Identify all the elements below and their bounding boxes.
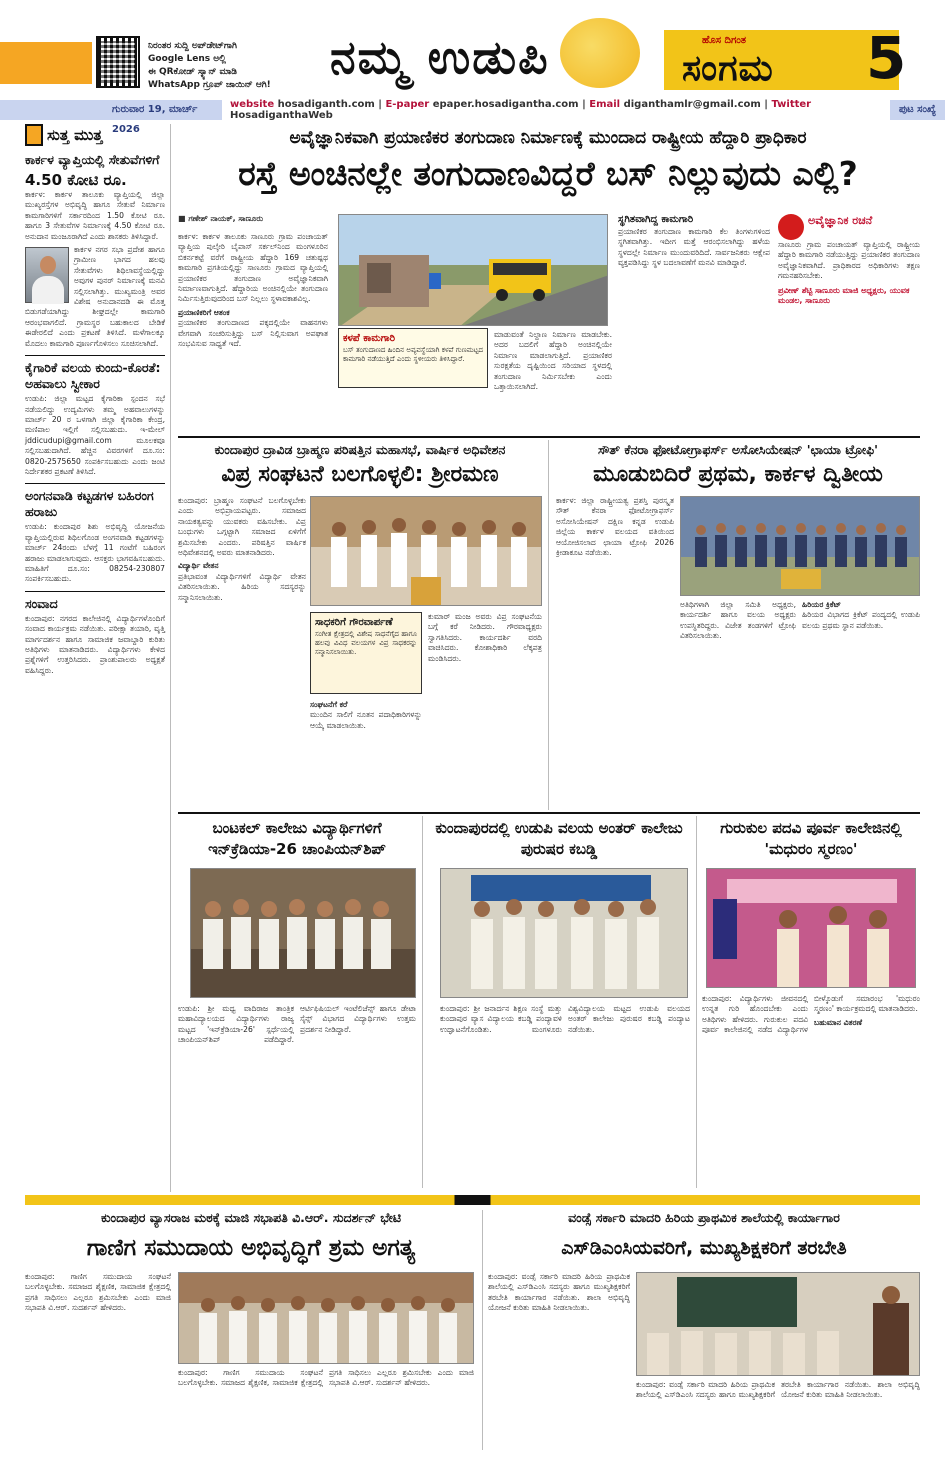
reaction-icon (778, 214, 804, 240)
page-label: ಪುಟ ಸಂಖ್ಯೆ (890, 100, 945, 120)
section-label: ಸುತ್ತ ಮುತ್ತ (25, 124, 165, 146)
article-body: ಕುಮಾರ್ ಮಂಜ ಅವರು ವಿಪ್ರ ಸಂಘಟನೆಯ ಬಗ್ಗೆ ಕರೆ ನೀಡಿದರು. ಗೌರವಾಧ್ಯಕ್ಷರು ಸ್ವಾಗತಿಸಿದರು. ಕಾರ್ಯದರ್ಶಿ ವರದಿ ವಾಚಿಸಿದರು. ಕೋಶಾಧಿಕಾರಿ ಲೆಕ್ಕಪತ್ರ ಮಂಡಿಸಿದರು. (428, 612, 542, 663)
article-body: ಕುಂದಾಪುರ: ಗಾಣಿಗ ಸಮುದಾಯ ಸಂಘಟನೆ ಬಲಗೊಳ್ಳಬೇಕು. ಸಮಾಜದ ಶೈಕ್ಷಣಿಕ, ಸಾಮಾಜಿಕ ಕ್ಷೇತ್ರದಲ್ಲಿ ಪ್ರಗತಿ ಸಾಧಿಸಲು ಎಲ್ಲರೂ ಶ್ರಮಿಸಬೇಕು ಎಂದು ಮಾಜಿ ಸಭಾಪತಿ ವಿ.ಆರ್. ಸುದರ್ಶನ್ ಹೇಳಿದರು. (178, 1368, 474, 1388)
brief-text: ಕುಂದಾಪುರ: ನಗರದ ಕಾಲೇಜಿನಲ್ಲಿ ವಿದ್ಯಾರ್ಥಿಗಳೊಂದಿಗೆ ಸಂವಾದ ಕಾರ್ಯಕ್ರಮ ನಡೆಯಿತು. ಪರೀಕ್ಷಾ ತಯಾರಿ, ವೃತ್ತಿ ಮಾರ್ಗದರ್ಶನ ಹಾಗೂ ಸಾಮಾಜಿಕ ಜವಾಬ್ದಾರಿ ಕುರಿತು ಅತಿಥಿಗಳು ಮಾತನಾಡಿದರು. ವಿದ್ಯಾರ್ಥಿಗಳು ಕೇಳಿದ ಪ್ರಶ್ನೆಗಳಿಗೆ ಉತ್ತರಿಸಿದರು. ಪ್ರಾಂಶುಪಾಲರು ಅಧ್ಯಕ್ಷತೆ ವಹಿಸಿದ್ದರು. (25, 613, 165, 675)
contact-links: website hosadiganth.com | E-paper epaper.hosadigantha.com | Email diganthamlr@gmail.com | Twitter HosadiganthaWeb (230, 99, 812, 121)
article-headline: ರಸ್ತೆ ಅಂಚಿನಲ್ಲೇ ತಂಗುದಾಣವಿದ್ದರೆ ಬಸ್ ನಿಲ್ಲುವುದು ಎಲ್ಲಿ? (238, 154, 858, 193)
article-headline: ಎಸ್‌ಡಿಎಂಸಿಯವರಿಗೆ, ಮುಖ್ಯಶಿಕ್ಷಕರಿಗೆ ತರಬೇತಿ (561, 1237, 847, 1259)
article-headline: ಬಂಟಕಲ್ ಕಾಲೇಜು ವಿದ್ಯಾರ್ಥಿಗಳಿಗೆ ಇನ್‌ಕ್ರೆಡಿಯಾ-26 ಚಾಂಪಿಯನ್‌ಶಿಪ್ (208, 819, 386, 858)
masthead-accent-bar (0, 42, 92, 84)
article-headline: ಕುಂದಾಪುರದಲ್ಲಿ ಉಡುಪಿ ವಲಯ ಅಂತರ್ ಕಾಲೇಜು ಪುರುಷರ ಕಬಡ್ಡಿ (435, 819, 683, 858)
reaction-author: ಪ್ರವೀಣ್ ಶೆಟ್ಟಿ ಸಾಣೂರು ಮಾಜಿ ಅಧ್ಯಕ್ಷರು, ಯುವಕ ಮಂಡಲ, ಸಾಣೂರು (778, 285, 910, 305)
article-body: ಕಾರ್ಕಳ: ಕಾರ್ಕಳ ತಾಲೂಕು ಸಾಣೂರು ಗ್ರಾಮ ಪಂಚಾಯತ್ ವ್ಯಾಪ್ತಿಯ ಪುಲ್ಕೇರಿ ಬೈಪಾಸ್ ಸರ್ಕಲ್‌ನಿಂದ ಮಂಗಳೂರಿನ ಬಿಕರ್ನಕಟ್ಟೆ ವರೆಗೆ ರಾಷ್ಟ್ರೀಯ ಹೆದ್ದಾರಿ 169 ಚತುಷ್ಪಥ ಕಾಮಗಾರಿ ಪ್ರಗತಿಯಲ್ಲಿದ್ದು ಸಾಣೂರು ಗ್ರಾಮದ ವ್ಯಾಪ್ತಿಯಲ್ಲಿ ಪ್ರಯಾಣಿಕರ ತಂಗುದಾಣ ಅವೈಜ್ಞಾನಿಕವಾಗಿ ನಿರ್ಮಾಣವಾಗುತ್ತಿದೆ. ಹೆದ್ದಾರಿಯ ಅಂಚಿನಲ್ಲಿಯೇ ತಂಗುದಾಣ ನಿರ್ಮಿಸುತ್ತಿರುವುದರಿಂದ ಬಸ್ ನಿಲ್ಲಲು ಸ್ಥಳಾವಕಾಶವಿಲ್ಲ. ಪ್ರಯಾಣಿಕರಿಗೆ ಆತಂಕ ಪ್ರಯಾಣಿಕರ ತಂಗುದಾಣದ ಪಕ್ಕದಲ್ಲಿಯೇ ವಾಹನಗಳು ವೇಗವಾಗಿ ಸಂಚರಿಸುತ್ತಿದ್ದು ಬಸ್ ನಿಲ್ಲಿಸುವಾಗ ಅಪಘಾತ ಸಂಭವಿಸುವ ಸಾಧ್ಯತೆ ಇದೆ. (178, 232, 328, 349)
article-headline: ಮೂಡುಬಿದಿರೆ ಪ್ರಥಮ, ಕಾರ್ಕಳ ದ್ವಿತೀಯ (593, 462, 883, 487)
twitter-link[interactable]: HosadiganthaWeb (230, 110, 333, 121)
whatsapp-note: ನಿರಂತರ ಸುದ್ದಿ ಅಪ್‌ಡೇಟ್‌ಗಾಗಿ Google Lens ಅಲ್ಲಿ ಈ QRಕೋಡ್ ಸ್ಕ್ಯಾನ್ ಮಾಡಿ WhatsApp ಗ್ರೂಪ್ ಜಾಯಿನ್ ಆಗಿ! (148, 41, 271, 90)
brief-text: ಉಡುಪಿ: ಜಿಲ್ಲಾ ಮಟ್ಟದ ಕೈಗಾರಿಕಾ ಸ್ಪಂದನ ಸಭೆ ನಡೆಯಲಿದ್ದು ಉದ್ಯಮಿಗಳು ತಮ್ಮ ಅಹವಾಲುಗಳನ್ನು ಮಾರ್ಚ್ 20 ರ ಒಳಗಾಗಿ ಜಿಲ್ಲಾ ಕೈಗಾರಿಕಾ ಕೇಂದ್ರ, ಮಣಿಪಾಲ ಇಲ್ಲಿಗೆ ಸಲ್ಲಿಸಬಹುದು. ಇ-ಮೇಲ್ jddicudupi@gmail.com ಮೂಲಕವೂ ಸಲ್ಲಿಸಬಹುದಾಗಿದೆ. ಹೆಚ್ಚಿನ ವಿವರಗಳಿಗೆ ದೂ.ಸಂ: 0820-2575650 ಸಂಪರ್ಕಿಸಬಹುದು ಎಂದು ಜಂಟಿ ನಿರ್ದೇಶಕರ ಪ್ರಕಟಣೆ ತಿಳಿಸಿದೆ. (25, 394, 165, 476)
article-photo (440, 868, 688, 998)
issue-date: ಗುರುವಾರ 19, ಮಾರ್ಚ್ 2026 (0, 100, 222, 120)
masthead (0, 0, 945, 100)
article-body: ಕುಂದಾಪುರ: ಬ್ರಾಹ್ಮಣ ಸಂಘಟನೆ ಬಲಗೊಳ್ಳಬೇಕು ಎಂದು ಅಭಿಪ್ರಾಯಪಟ್ಟರು. ಸಮಾಜದ ನಾಯಕತ್ವವನ್ನು ಯುವಕರು ವಹಿಸಬೇಕು. ವಿಪ್ರ ಬಂಧುಗಳು ಒಗ್ಗಟ್ಟಾಗಿ ಸಮಾಜದ ಏಳಿಗೆಗೆ ಶ್ರಮಿಸಬೇಕು ಎಂದರು. ಪರಿಷತ್ತಿನ ವಾರ್ಷಿಕ ಅಧಿವೇಶನದಲ್ಲಿ ಅವರು ಮಾತನಾಡಿದರು. ವಿದ್ಯಾರ್ಥಿ ವೇತನ ಪ್ರತಿಭಾವಂತ ವಿದ್ಯಾರ್ಥಿಗಳಿಗೆ ವಿದ್ಯಾರ್ಥಿ ವೇತನ ವಿತರಿಸಲಾಯಿತು. ಹಿರಿಯ ಸದಸ್ಯರನ್ನು ಸನ್ಮಾನಿಸಲಾಯಿತು. (178, 496, 306, 602)
article-body: ಉಡುಪಿ: ಶ್ರೀ ಮಧ್ವ ವಾದಿರಾಜ ತಾಂತ್ರಿಕ ಮಹಾವಿದ್ಯಾಲಯದ ವಿದ್ಯಾರ್ಥಿಗಳು ರಾಜ್ಯ ಮಟ್ಟದ 'ಇನ್‌ಕ್ರೆಡಿಯಾ-26' ಸ್ಪರ್ಧೆಯಲ್ಲಿ ಚಾಂಪಿಯನ್‌ಶಿಪ್ ಪಡೆದಿದ್ದಾರೆ. ಆರ್ಟಿಫಿಷಿಯಲ್ ಇಂಟೆಲಿಜೆನ್ಸ್ ಹಾಗೂ ಡೇಟಾ ಸೈನ್ಸ್ ವಿಭಾಗದ ವಿದ್ಯಾರ್ಥಿಗಳು ಉತ್ತಮ ಪ್ರದರ್ಶನ ನೀಡಿದ್ದಾರೆ. (178, 1004, 416, 1045)
page-section-title: ನಮ್ಮ ಉಡುಪಿ (330, 30, 550, 84)
article-body: ಹಿರಿಯರ ಕ್ರಿಕೆಟ್ ಹಿರಿಯರ ವಿಭಾಗದ ಕ್ರಿಕೆಟ್ ಪಂದ್ಯದಲ್ಲಿ ಉಡುಪಿ ವಲಯ ಪ್ರಥಮ ಸ್ಥಾನ ಪಡೆಯಿತು. (802, 600, 920, 630)
article-photo (706, 868, 916, 988)
article-photo (178, 1272, 474, 1364)
epaper-link[interactable]: epaper.hosadigantha.com (432, 99, 579, 110)
article-body: ಕಾರ್ಕಳ: ಜಿಲ್ಲಾ ರಾಷ್ಟ್ರೀಯತ್ವ ಪ್ರಶಸ್ತಿ ಪುರಸ್ಕೃತ ಸೌತ್ ಕೆನರಾ ಫೋಟೋಗ್ರಾಫರ್ಸ್ ಅಸೋಸಿಯೇಷನ್ ದಕ್ಷಿಣ ಕನ್ನಡ ಉಡುಪಿ ಜಿಲ್ಲೆಯ ಕಾರ್ಕಳ ವಲಯದ ವತಿಯಿಂದ ಆಯೋಜಿಸಲಾದ ಛಾಯಾ ಟ್ರೋಫಿ 2026 ಕ್ರೀಡಾಕೂಟ ನಡೆಯಿತು. (556, 496, 674, 558)
newspaper-logo: ಹೊಸ ದಿಗಂತ (702, 35, 747, 46)
brief-headline: ಕಾರ್ಕಳ ವ್ಯಾಪ್ತಿಯಲ್ಲಿ ಸೇತುವೆಗಳಿಗೆ (25, 152, 160, 167)
reaction-box: ಅವೈಜ್ಞಾನಿಕ ರಚನೆ ಸಾಣೂರು ಗ್ರಾಮ ಪಂಚಾಯತ್ ವ್ಯಾಪ್ತಿಯಲ್ಲಿ ರಾಷ್ಟ್ರೀಯ ಹೆದ್ದಾರಿ ಕಾಮಗಾರಿ ನಡೆಯುತ್ತಿದ್ದು ಪ್ರಯಾಣಿಕರ ತಂಗುದಾಣ ಅವೈಜ್ಞಾನಿಕವಾಗಿದೆ. ಪ್ರಾಧಿಕಾರದ ಅಧಿಕಾರಿಗಳು ತಕ್ಷಣ ಗಮನಹರಿಸಬೇಕು. ಪ್ರವೀಣ್ ಶೆಟ್ಟಿ ಸಾಣೂರು ಮಾಜಿ ಅಧ್ಯಕ್ಷರು, ಯುವಕ ಮಂಡಲ, ಸಾಣೂರು (778, 214, 920, 305)
website-link[interactable]: hosadiganth.com (277, 99, 375, 110)
portrait-photo (25, 247, 69, 303)
qr-code-icon[interactable] (96, 36, 140, 88)
article-kicker: ಕುಂದಾಪುರ ದ್ರಾವಿಡ ಬ್ರಾಹ್ಮಣ ಪರಿಷತ್ತಿನ ಮಹಾಸಭೆ, ವಾರ್ಷಿಕ ಅಧಿವೇಶನ (214, 442, 506, 457)
brief-text: ಉಡುಪಿ: ಕುಂದಾಪುರ ಶಿಶು ಅಭಿವೃದ್ಧಿ ಯೋಜನೆಯ ವ್ಯಾಪ್ತಿಯಲ್ಲಿರುವ ಶಿಥಿಲಗೊಂಡ ಅಂಗನವಾಡಿ ಕಟ್ಟಡಗಳನ್ನು ಮಾರ್ಚ್ 24ರಂದು ಬೆಳಗ್ಗೆ 11 ಗಂಟೆಗೆ ಬಹಿರಂಗ ಹರಾಜು ಮಾಡಲಾಗುವುದು. ಆಸಕ್ತರು ಭಾಗವಹಿಸಬಹುದು. ಮಾಹಿತಿಗೆ ದೂ.ಸಂ: 08254-230807 ಸಂಪರ್ಕಿಸಬಹುದು. (25, 522, 165, 584)
article-kicker: ಸೌತ್ ಕೆನರಾ ಫೋಟೋಗ್ರಾಫರ್ಸ್ ಅಸೋಸಿಯೇಷನ್ 'ಛಾಯಾ ಟ್ರೋಫಿ' (598, 442, 878, 457)
left-column (25, 124, 165, 1194)
article-headline: ಗುರುಕುಲ ಪದವಿ ಪೂರ್ವ ಕಾಲೇಜಿನಲ್ಲಿ 'ಮಧುರಂ ಸ್ಮರಣಂ' (720, 819, 902, 858)
article-body: ಸಂಘಟನೆಗೆ ಕರೆ ಮುಂದಿನ ಸಾಲಿಗೆ ನೂತನ ಪದಾಧಿಕಾರಿಗಳನ್ನು ಆಯ್ಕೆ ಮಾಡಲಾಯಿತು. (310, 700, 422, 730)
email-link[interactable]: diganthamlr@gmail.com (623, 99, 761, 110)
article-photo (680, 496, 920, 596)
article-kicker: ಅವೈಜ್ಞಾನಿಕವಾಗಿ ಪ್ರಯಾಣಿಕರ ತಂಗುದಾಣ ನಿರ್ಮಾಣಕ್ಕೆ ಮುಂದಾದ ರಾಷ್ಟ್ರೀಯ ಹೆದ್ದಾರಿ ಪ್ರಾಧಿಕಾರ (289, 128, 807, 148)
page-number: 5 (866, 24, 907, 92)
article-body: ಮಾಡುವಂತೆ ನಿಲ್ದಾಣ ನಿರ್ಮಾಣ ಮಾಡಬೇಕು. ಅದರ ಬದಲಿಗೆ ಹೆದ್ದಾರಿ ಅಂಚಿನಲ್ಲಿಯೇ ನಿರ್ಮಾಣ ಮಾಡಲಾಗುತ್ತಿದೆ. ಪ್ರಯಾಣಿಕರ ಸುರಕ್ಷತೆಯ ದೃಷ್ಟಿಯಿಂದ ಸರಿಯಾದ ಸ್ಥಳದಲ್ಲಿ ತಂಗುದಾಣ ನಿರ್ಮಿಸಬೇಕು ಎಂದು ಒತ್ತಾಯಿಸಲಾಗಿದೆ. (494, 330, 612, 392)
article-kicker: ವಂಡ್ಸೆ ಸರ್ಕಾರಿ ಮಾದರಿ ಹಿರಿಯ ಪ್ರಾಥಮಿಕ ಶಾಲೆಯಲ್ಲಿ ಕಾರ್ಯಾಗಾರ (568, 1210, 840, 1225)
highlight-box: ಸಾಧಕರಿಗೆ ಗೌರವಾರ್ಪಣೆ ಸಂಗೀತ ಕ್ಷೇತ್ರದಲ್ಲಿ ವಿಶೇಷ ಸಾಧನೆಗೈದ ಹಾಗೂ ಹಲವು ವಿವಿಧ ವಲಯಗಳ ವಿಪ್ರ ಸಾಧಕರನ್ನು ಸನ್ಮಾನಿಸಲಾಯಿತು. (310, 612, 422, 694)
brief-headline: ಕೈಗಾರಿಕೆ ವಲಯ ಕುಂದು-ಕೊರತೆ: ಅಹವಾಲು ಸ್ವೀಕಾರ (25, 360, 161, 392)
article-photo (190, 868, 416, 998)
brief-text: ಕಾರ್ಕಳ: ಕಾರ್ಕಳ ತಾಲೂಕು ವ್ಯಾಪ್ತಿಯಲ್ಲಿ ಜಿಲ್ಲಾ ಮುಖ್ಯರಸ್ತೆಗಳ ಅಭಿವೃದ್ಧಿ ಹಾಗೂ ಸೇತುವೆ ನಿರ್ಮಾಣ ಕಾಮಗಾರಿಗಳಿಗೆ ಸರ್ಕಾರದಿಂದ 1.50 ಕೋಟಿ ರೂ. ಹಾಗೂ 3 ಸೇತುವೆಗಳ ನಿರ್ಮಾಣಕ್ಕೆ 4.50 ಕೋಟಿ ರೂ. ಅನುದಾನ ಮಂಜೂರಾಗಿದೆ ಎಂದು ಶಾಸಕರು ತಿಳಿಸಿದ್ದಾರೆ. (25, 190, 165, 241)
article-headline: ವಿಪ್ರ ಸಂಘಟನೆ ಬಲಗೊಳ್ಳಲಿ: ಶ್ರೀರಮಣ (221, 462, 499, 487)
brief-headline: ಅಂಗನವಾಡಿ ಕಟ್ಟಡಗಳ ಬಹಿರಂಗ ಹರಾಜು (25, 488, 154, 520)
supplement-title: ಸಂಗಮ (682, 48, 774, 89)
article-kicker: ಕುಂದಾಪುರ ವ್ಯಾಸರಾಜ ಮಠಕ್ಕೆ ಮಾಜಿ ಸಭಾಪತಿ ವಿ.ಆರ್. ಸುದರ್ಶನ್ ಭೇಟಿ (100, 1210, 402, 1225)
article-body: ಕುಂದಾಪುರ: ವಂಡ್ಸೆ ಸರ್ಕಾರಿ ಮಾದರಿ ಹಿರಿಯ ಪ್ರಾಥಮಿಕ ಶಾಲೆಯಲ್ಲಿ ಎಸ್‌ಡಿಎಂಸಿ ಸದಸ್ಯರು ಹಾಗೂ ಮುಖ್ಯಶಿಕ್ಷಕರಿಗೆ ತರಬೇತಿ ಕಾರ್ಯಾಗಾರ ನಡೆಯಿತು. ಶಾಲಾ ಅಭಿವೃದ್ಧಿ ಯೋಜನೆ ಕುರಿತು ಮಾಹಿತಿ ನೀಡಲಾಯಿತು. (636, 1380, 920, 1400)
article-photo (310, 496, 542, 606)
brief-headline: ಸಂವಾದ (25, 595, 58, 611)
article-body: ಕುಂದಾಪುರ: ವಿದ್ಯಾರ್ಥಿಗಳು ಜೀವನದಲ್ಲಿ ಉನ್ನತ ಗುರಿ ಹೊಂದಬೇಕು ಎಂದು ಅತಿಥಿಗಳು ಹೇಳಿದರು. ಗುರುಕುಲ ಪದವಿ ಪೂರ್ವ ಕಾಲೇಜಿನಲ್ಲಿ ನಡೆದ ವಿದ್ಯಾರ್ಥಿಗಳ ಬೀಳ್ಕೊಡುಗೆ ಸಮಾರಂಭ 'ಮಧುರಂ ಸ್ಮರಣಂ' ಕಾರ್ಯಕ್ರಮದಲ್ಲಿ ಮಾತನಾಡಿದರು. ಬಹುಮಾನ ವಿತರಣೆ (702, 994, 920, 1035)
article-body: ಅತಿಥಿಗಳಾಗಿ ಜಿಲ್ಲಾ ಸಮಿತಿ ಅಧ್ಯಕ್ಷರು, ಕಾರ್ಯದರ್ಶಿ ಹಾಗೂ ವಲಯ ಅಧ್ಯಕ್ಷರು ಉಪಸ್ಥಿತರಿದ್ದರು. ವಿಜೇತ ತಂಡಗಳಿಗೆ ಟ್ರೋಫಿ ವಿತರಿಸಲಾಯಿತು. (680, 600, 796, 641)
photo-caption-box: ಕಳಪೆ ಕಾಮಗಾರಿ ಬಸ್ ತಂಗುದಾಣದ ಹಿಂದಿನ ಅವ್ಯವಸ್ಥೆಯಾಗಿ ಕಳಪೆ ಗುಣಮಟ್ಟದ ಕಾಮಗಾರಿ ನಡೆಯುತ್ತಿದೆ ಎಂದು ಸ್ಥಳೀಯರು ತಿಳಿಸಿದ್ದಾರೆ. (338, 328, 488, 388)
byline: ■ ಗಣೇಶ್ ನಾಯಕ್, ಸಾಣೂರು (178, 214, 264, 223)
section-icon (25, 124, 43, 146)
section-divider (25, 1195, 920, 1205)
article-body: ಕುಂದಾಪುರ: ವಂಡ್ಸೆ ಸರ್ಕಾರಿ ಮಾದರಿ ಹಿರಿಯ ಪ್ರಾಥಮಿಕ ಶಾಲೆಯಲ್ಲಿ ಎಸ್‌ಡಿಎಂಸಿ ಸದಸ್ಯರು ಹಾಗೂ ಮುಖ್ಯಶಿಕ್ಷಕರಿಗೆ ತರಬೇತಿ ಕಾರ್ಯಾಗಾರ ನಡೆಯಿತು. ಶಾಲಾ ಅಭಿವೃದ್ಧಿ ಯೋಜನೆ ಕುರಿತು ಮಾಹಿತಿ ನೀಡಲಾಯಿತು. (488, 1272, 630, 1313)
side-story: ಸ್ಥಗಿತವಾಗಿದ್ದ ಕಾಮಗಾರಿ ಪ್ರಯಾಣಿಕರ ತಂಗುದಾಣ ಕಾಮಗಾರಿ ಕೆಲ ತಿಂಗಳುಗಳಿಂದ ಸ್ಥಗಿತವಾಗಿತ್ತು. ಇದೀಗ ಮತ್ತೆ ಆರಂಭಿಸಲಾಗಿದ್ದು ಹಳೆಯ ಸ್ಥಳದಲ್ಲೇ ನಿರ್ಮಾಣ ಮುಂದುವರಿದಿದೆ. ಸಾರ್ವಜನಿಕರು ಆಕ್ಷೇಪ ವ್ಯಕ್ತಪಡಿಸಿದ್ದು ಸ್ಥಳ ಬದಲಾವಣೆಗೆ ಮನವಿ ಮಾಡಿದ್ದಾರೆ. (618, 214, 770, 268)
article-photo (636, 1272, 920, 1376)
article-body: ಕುಂದಾಪುರ: ಶ್ರೀ ಜನಾರ್ದನ ಶಿಕ್ಷಣ ಸಂಸ್ಥೆ ಮತ್ತು ಕುಂದಾಪುರ ವ್ಯಾಸ ವಿದ್ಯಾಲಯ ಕಬಡ್ಡಿ ಪಂದ್ಯಾವಳಿ ಉದ್ಘಾಟನೆಗೊಂಡಿತು. ಮಂಗಳೂರು ವಿಶ್ವವಿದ್ಯಾಲಯ ಮಟ್ಟದ ಉಡುಪಿ ವಲಯದ ಅಂತರ್ ಕಾಲೇಜು ಪುರುಷರ ಕಬಡ್ಡಿ ಪಂದ್ಯಾಟ ನಡೆಯಿತು. (440, 1004, 690, 1034)
brief-headline-amount: 4.50 ಕೋಟಿ ರೂ. (25, 171, 127, 189)
article-photo (338, 214, 608, 326)
article-headline: ಗಾಣಿಗ ಸಮುದಾಯ ಅಭಿವೃದ್ಧಿಗೆ ಶ್ರಮ ಅಗತ್ಯ (86, 1235, 416, 1261)
brief-text: ಕಾರ್ಕಳ ನಗರ ಸಭಾ ಪ್ರದೇಶ ಹಾಗೂ ಗ್ರಾಮೀಣ ಭಾಗದ ಹಲವು ಸೇತುವೆಗಳು ಶಿಥಿಲಾವಸ್ಥೆಯಲ್ಲಿದ್ದು ಅವುಗಳ ಪುನರ್ ನಿರ್ಮಾಣಕ್ಕೆ ಮನವಿ ಸಲ್ಲಿಸಲಾಗಿತ್ತು. ಮುಖ್ಯಮಂತ್ರಿ ಅವರ ವಿಶೇಷ ಅನುದಾನದಡಿ ಈ ಮೊತ್ತ ಬಿಡುಗಡೆಯಾಗಿದ್ದು ಶೀಘ್ರದಲ್ಲೇ ಕಾಮಗಾರಿ ಆರಂಭವಾಗಲಿದೆ. ಗ್ರಾಮಸ್ಥರ ಬಹುಕಾಲದ ಬೇಡಿಕೆ ಈಡೇರಲಿದೆ ಎಂದು ಪ್ರಕಟಣೆ ತಿಳಿಸಿದೆ. ಮಳೆಗಾಲಕ್ಕೂ ಮೊದಲು ಕಾಮಗಾರಿ ಪೂರ್ಣಗೊಳಿಸಲು ಸೂಚಿಸಲಾಗಿದೆ. (25, 245, 165, 348)
article-body: ಕುಂದಾಪುರ: ಗಾಣಿಗ ಸಮುದಾಯ ಸಂಘಟನೆ ಬಲಗೊಳ್ಳಬೇಕು. ಸಮಾಜದ ಶೈಕ್ಷಣಿಕ, ಸಾಮಾಜಿಕ ಕ್ಷೇತ್ರದಲ್ಲಿ ಪ್ರಗತಿ ಸಾಧಿಸಲು ಎಲ್ಲರೂ ಶ್ರಮಿಸಬೇಕು ಎಂದು ಮಾಜಿ ಸಭಾಪತಿ ವಿ.ಆರ್. ಸುದರ್ಶನ್ ಹೇಳಿದರು. (25, 1272, 171, 1313)
